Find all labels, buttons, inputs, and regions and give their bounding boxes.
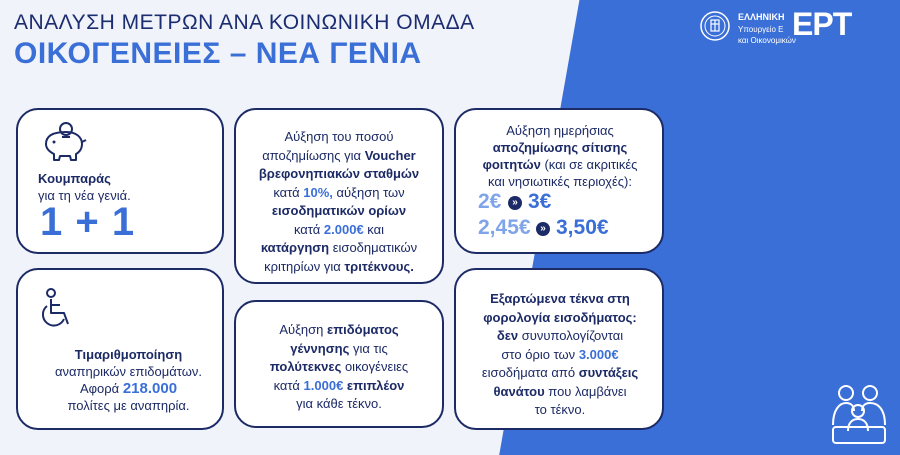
card-line: αναπηρικών επιδομάτων. bbox=[55, 364, 202, 379]
card-line: γέννησης για τις bbox=[290, 340, 388, 356]
card-line: για τη νέα γενιά. bbox=[38, 188, 131, 203]
card-line: Αύξηση ημερήσιας bbox=[506, 123, 614, 138]
new-amount: 3,50€ bbox=[556, 216, 609, 239]
piggy-bank-icon bbox=[40, 120, 88, 164]
card-line: πολίτες με αναπηρία. bbox=[67, 398, 190, 413]
card-disability bbox=[16, 268, 224, 430]
card-line: φοιτητών (και σε ακριτικές bbox=[482, 157, 638, 172]
card-dependent-children bbox=[454, 268, 664, 430]
card-text bbox=[244, 321, 434, 414]
card-line: κατά 10%, αύξηση των bbox=[273, 184, 405, 200]
card-text-fragment: Αφορά bbox=[79, 381, 120, 396]
new-amount: 3€ bbox=[528, 190, 552, 213]
arrow-icon: » bbox=[508, 196, 522, 210]
card-line: φορολογία εισοδήματος: bbox=[483, 309, 637, 325]
old-amount: 2€ bbox=[478, 190, 502, 213]
card-line: το τέκνο. bbox=[534, 402, 586, 417]
beneficiaries-count: 218.000 bbox=[122, 380, 178, 397]
ministry-line-1: ΕΛΛΗΝΙΚΗ bbox=[738, 12, 785, 22]
card-line bbox=[36, 380, 221, 397]
card-line: βρεφονηπιακών σταθμών bbox=[258, 166, 420, 181]
card-voucher bbox=[234, 108, 444, 284]
arrow-icon: » bbox=[536, 222, 550, 236]
channel-logo: ΕΡΤ bbox=[792, 6, 852, 42]
card-heading: Κουμπαράς bbox=[38, 171, 111, 186]
card-line: κριτηρίων για τριτέκνους. bbox=[264, 258, 414, 274]
card-line: εισοδήματα από συντάξεις bbox=[481, 365, 639, 380]
family-icon bbox=[830, 383, 888, 445]
broadcaster-logo bbox=[700, 8, 885, 48]
card-line: αποζημίωσης για Voucher bbox=[262, 147, 416, 163]
card-line: κατάργηση εισοδηματικών bbox=[260, 240, 418, 255]
card-line: κατά 1.000€ επιπλέον bbox=[273, 377, 405, 393]
page-subtitle: ΟΙΚΟΓΕΝΕΙΕΣ – ΝΕΑ ΓΕΝΙΑ bbox=[14, 37, 422, 70]
ministry-line-3: και Οικονομικών bbox=[738, 36, 796, 45]
card-heading: Τιμαριθμοποίηση bbox=[74, 347, 183, 362]
ministry-line-2: Υπουργείο Ε bbox=[738, 25, 784, 34]
old-amount: 2,45€ bbox=[478, 216, 531, 239]
card-line: πολύτεκνες οικογένειες bbox=[269, 359, 409, 374]
card-line: και νησιωτικές περιοχές): bbox=[488, 174, 632, 189]
card-line: κατά 2.000€ και bbox=[293, 221, 385, 237]
card-text bbox=[38, 170, 223, 204]
card-piggy-bank bbox=[16, 108, 224, 254]
card-student-meals bbox=[454, 108, 664, 254]
card-line: για κάθε τέκνο. bbox=[296, 396, 382, 411]
card-line: στο όριο των 3.000€ bbox=[501, 346, 619, 362]
card-text bbox=[36, 346, 221, 414]
card-line: Αύξηση επιδόματος bbox=[279, 322, 399, 337]
card-text bbox=[462, 122, 658, 190]
card-line: Εξαρτώμενα τέκνα στη bbox=[490, 291, 630, 306]
card-text bbox=[462, 290, 658, 420]
card-line: θανάτου που λαμβάνει bbox=[493, 383, 627, 399]
wheelchair-icon bbox=[38, 288, 78, 332]
card-line: αποζημίωσης σίτισης bbox=[492, 140, 628, 155]
card-line: δεν συνυπολογίζονται bbox=[496, 328, 624, 343]
card-line: Αύξηση του ποσού bbox=[284, 129, 394, 144]
card-text bbox=[244, 128, 434, 276]
coat-of-arms-icon bbox=[700, 11, 730, 41]
headline-value: 1 + 1 bbox=[40, 200, 136, 244]
card-line: εισοδηματικών ορίων bbox=[271, 203, 407, 218]
page-title: ΑΝΑΛΥΣΗ ΜΕΤΡΩΝ ΑΝΑ ΚΟΙΝΩΝΙΚΗ ΟΜΑΔΑ bbox=[14, 11, 475, 34]
card-birth-allowance bbox=[234, 300, 444, 428]
